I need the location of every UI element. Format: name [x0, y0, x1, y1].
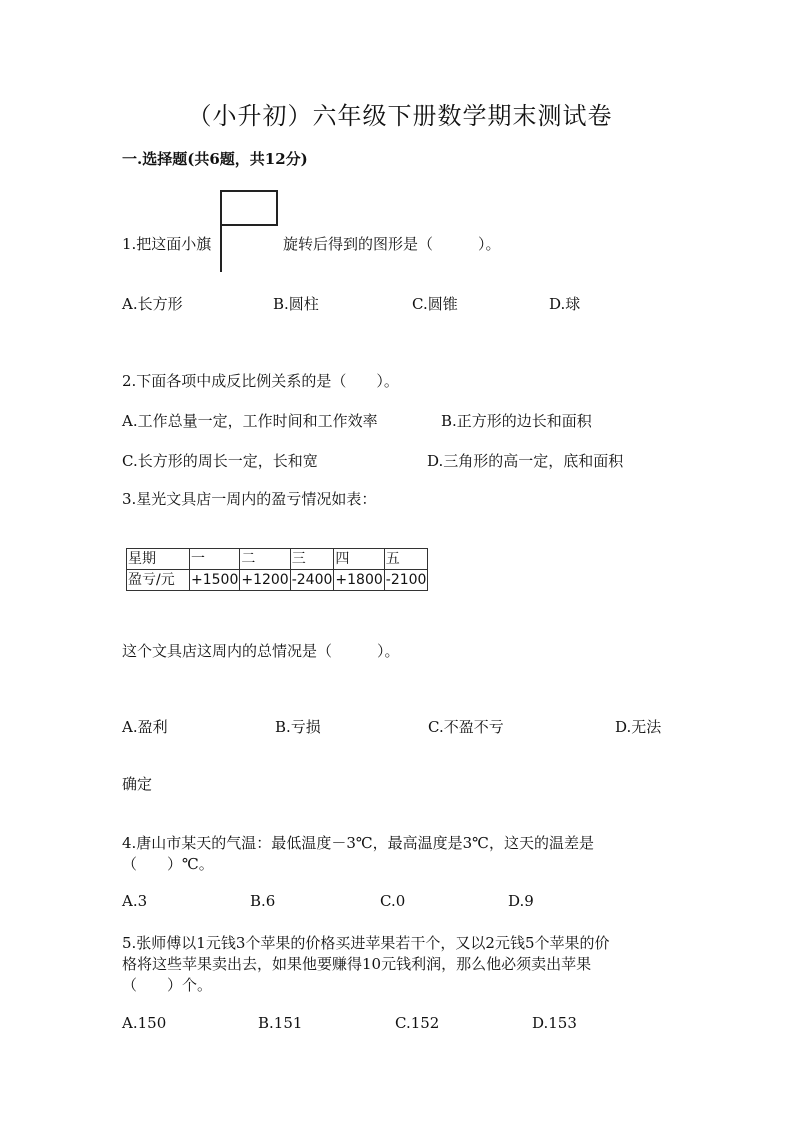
table-row: [127, 549, 428, 570]
q1-option-a: A.长方形: [122, 295, 183, 313]
q1-text-after: 旋转后得到的图形是（ ）。: [283, 235, 501, 253]
flag-icon: [215, 190, 281, 274]
q4-text-line2: （ ）℃。: [122, 855, 214, 873]
table-cell: 二: [240, 549, 290, 570]
q2-text: 2.下面各项中成反比例关系的是（ ）。: [122, 372, 399, 390]
q3-option-d: D.无法: [615, 718, 662, 736]
q4-option-b: B.6: [250, 892, 276, 910]
q5-text-line3: （ ）个。: [122, 976, 213, 994]
q1-option-b: B.圆柱: [273, 295, 319, 313]
q3-text: 3.星光文具店一周内的盈亏情况如表：: [122, 490, 377, 508]
q1-option-d: D.球: [549, 295, 581, 313]
table-cell: -2400: [290, 570, 334, 591]
q5-text-line2: 格将这些苹果卖出去，如果他要赚得10元钱利润，那么他必须卖出苹果: [122, 955, 592, 973]
q2-option-c: C.长方形的周长一定，长和宽: [122, 452, 318, 470]
table-cell: 盈亏/元: [127, 570, 190, 591]
table-cell: -2100: [384, 570, 428, 591]
q4-text-line1: 4.唐山市某天的气温：最低温度－3℃，最高温度是3℃，这天的温差是: [122, 834, 594, 852]
q4-option-c: C.0: [380, 892, 406, 910]
table-cell: 五: [384, 549, 428, 570]
table-cell: 一: [190, 549, 240, 570]
table-cell: +1200: [240, 570, 290, 591]
profit-loss-table: [126, 548, 428, 591]
q3-option-c: C.不盈不亏: [428, 718, 504, 736]
section-heading: 一.选择题(共6题，共12分): [122, 150, 308, 168]
q4-option-d: D.9: [508, 892, 534, 910]
table-cell: 四: [334, 549, 384, 570]
table-cell: +1500: [190, 570, 240, 591]
page-title: （小升初）六年级下册数学期末测试卷: [187, 102, 613, 130]
q5-option-a: A.150: [122, 1014, 167, 1032]
q3-option-b: B.亏损: [275, 718, 321, 736]
table-row: [127, 570, 428, 591]
table-cell: 三: [290, 549, 334, 570]
q3-option-a: A.盈利: [122, 718, 168, 736]
q5-option-c: C.152: [395, 1014, 440, 1032]
q2-option-d: D.三角形的高一定，底和面积: [427, 452, 624, 470]
q1-option-c: C.圆锥: [412, 295, 458, 313]
q2-option-a: A.工作总量一定，工作时间和工作效率: [122, 412, 378, 430]
q2-option-b: B.正方形的边长和面积: [441, 412, 592, 430]
q3-option-d-continued: 确定: [122, 775, 153, 793]
q4-option-a: A.3: [122, 892, 148, 910]
q3-question: 这个文具店这周内的总情况是（ ）。: [122, 642, 400, 660]
q5-option-d: D.153: [532, 1014, 577, 1032]
table-cell: +1800: [334, 570, 384, 591]
q1-text-before: 1.把这面小旗: [122, 235, 212, 253]
q5-option-b: B.151: [258, 1014, 303, 1032]
table-cell: 星期: [127, 549, 190, 570]
q5-text-line1: 5.张师傅以1元钱3个苹果的价格买进苹果若干个，又以2元钱5个苹果的价: [122, 934, 610, 952]
